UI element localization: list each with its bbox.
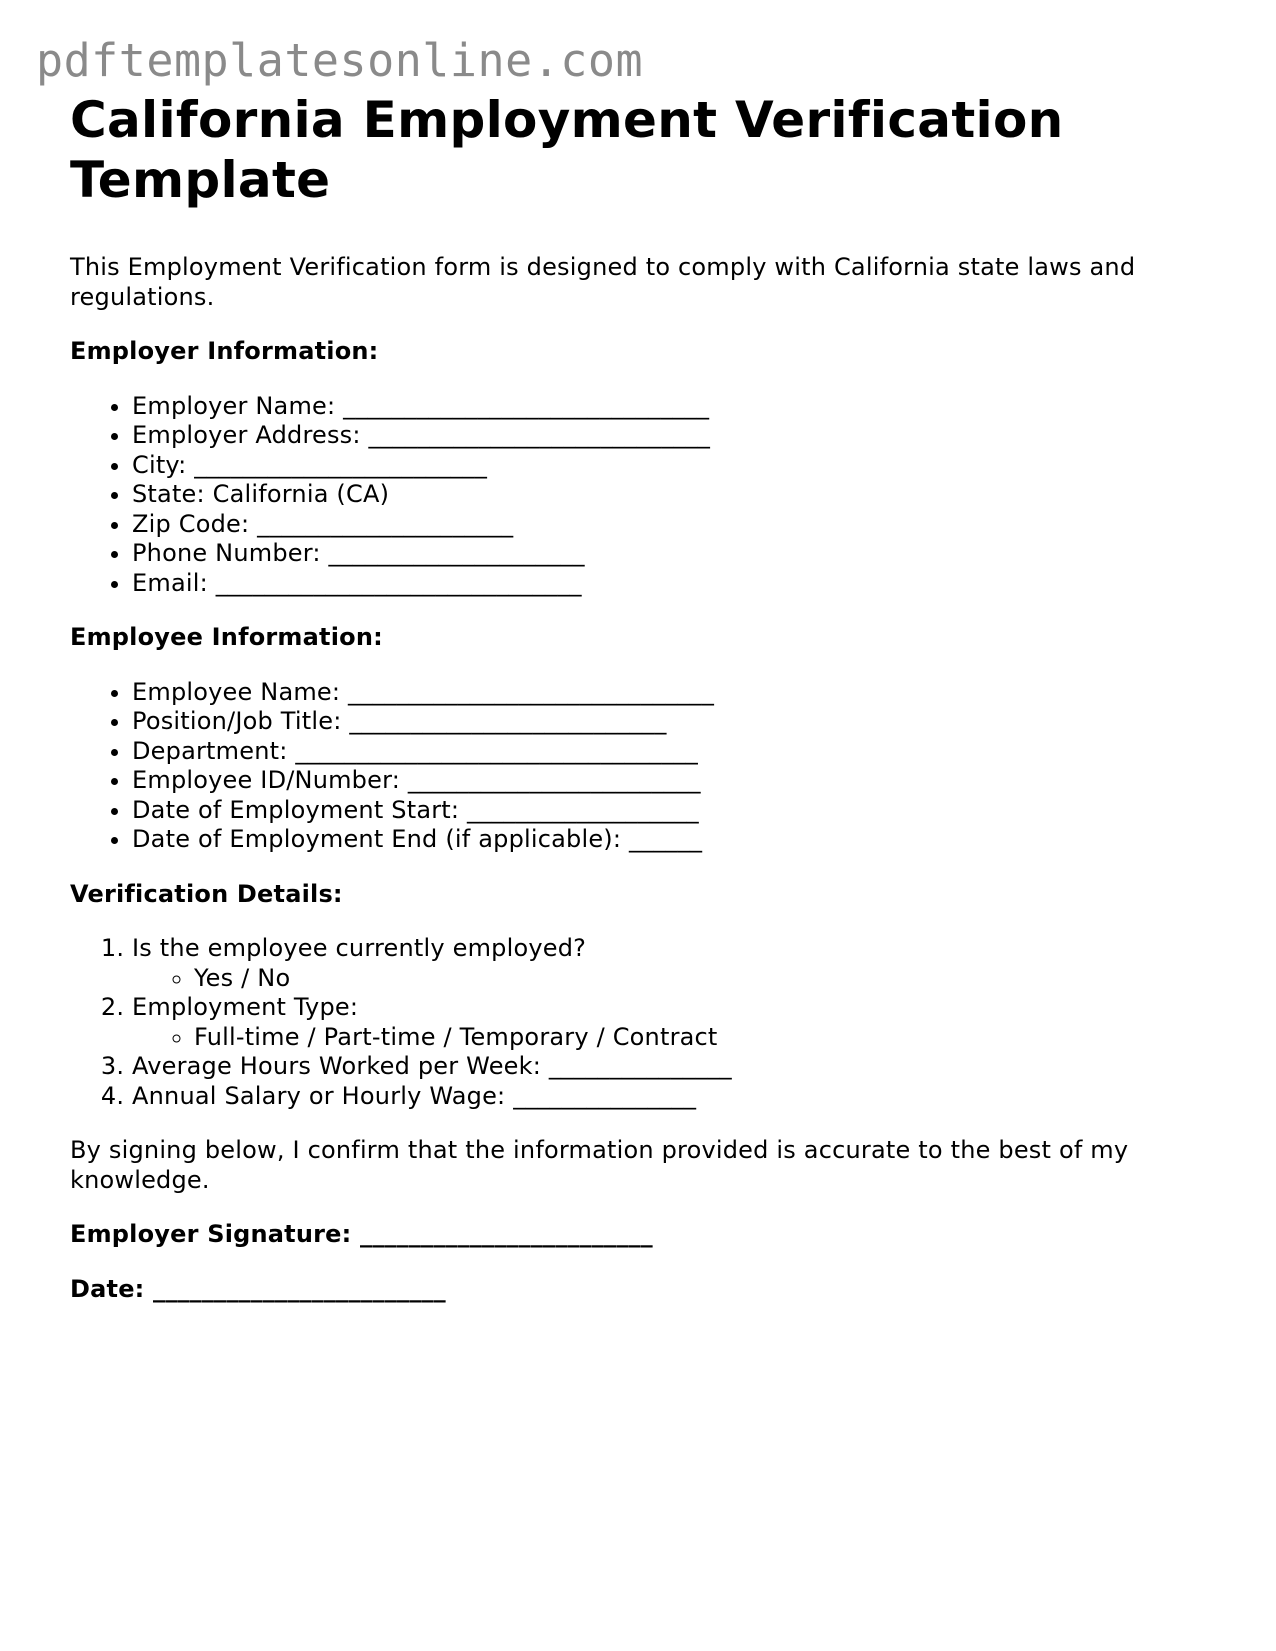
- average-hours-blank[interactable]: _______________: [548, 1052, 732, 1080]
- employee-id-field: [132, 766, 1220, 796]
- question-text: Employment Type:: [132, 993, 359, 1021]
- field-label: State: California (CA): [132, 480, 390, 508]
- employment-end-blank[interactable]: ______: [629, 825, 703, 853]
- confirmation-paragraph: By signing below, I confirm that the information provided is accurate to the best of my knowledge.: [70, 1136, 1129, 1194]
- employer-name-field: [132, 392, 1220, 422]
- phone-number-field: [132, 539, 1220, 569]
- department-field: [132, 737, 1220, 767]
- employee-section-heading: Employee Information:: [70, 623, 383, 651]
- phone-number-blank[interactable]: _____________________: [328, 539, 585, 567]
- currently-employed-question: [132, 934, 1220, 993]
- question-text: Annual Salary or Hourly Wage:: [132, 1081, 506, 1110]
- date-line: [70, 1275, 1220, 1305]
- employer-fields-list: [70, 392, 1220, 599]
- currently-employed-options: [132, 964, 1220, 994]
- employee-name-blank[interactable]: ______________________________: [348, 677, 715, 706]
- salary-wage-field: [132, 1082, 1220, 1112]
- field-label: Phone Number:: [132, 539, 321, 567]
- date-label: Date:: [70, 1274, 145, 1303]
- question-text: Average Hours Worked per Week:: [132, 1052, 542, 1080]
- question-text: Is the employee currently employed?: [132, 934, 587, 962]
- employee-fields-list: [70, 678, 1220, 855]
- employment-type-question: [132, 993, 1220, 1052]
- field-label: City:: [132, 450, 187, 479]
- employment-start-blank[interactable]: ___________________: [467, 795, 699, 824]
- average-hours-field: [132, 1052, 1220, 1082]
- field-label: Zip Code:: [132, 509, 250, 538]
- field-label: Email:: [132, 568, 208, 597]
- job-title-field: [132, 707, 1220, 737]
- field-label: Employee ID/Number:: [132, 766, 401, 794]
- department-blank[interactable]: _________________________________: [295, 736, 698, 765]
- email-field: [132, 569, 1220, 599]
- field-label: Department:: [132, 736, 288, 765]
- field-label: Date of Employment End (if applicable):: [132, 825, 622, 853]
- verification-list: [70, 934, 1220, 1111]
- employment-end-field: [132, 825, 1220, 855]
- field-label: Employer Address:: [132, 421, 361, 449]
- city-field: [132, 451, 1220, 481]
- employer-address-field: [132, 421, 1220, 451]
- verification-section-heading: Verification Details:: [70, 879, 343, 908]
- employer-address-blank[interactable]: ____________________________: [368, 421, 711, 449]
- email-blank[interactable]: ______________________________: [215, 568, 582, 597]
- watermark: pdftemplatesonline.com: [36, 34, 644, 87]
- employee-id-blank[interactable]: ________________________: [407, 766, 701, 794]
- employment-type-options: [132, 1023, 1220, 1053]
- employer-section-heading: Employer Information:: [70, 337, 379, 365]
- document-body: [70, 90, 1220, 1304]
- employment-type-option[interactable]: ◦ Full-time / Part-time / Temporary / Contract: [194, 1023, 1220, 1053]
- employer-name-blank[interactable]: ______________________________: [343, 391, 710, 420]
- city-blank[interactable]: ________________________: [194, 450, 488, 479]
- signature-blank[interactable]: ________________________: [360, 1220, 653, 1248]
- zip-code-field: [132, 510, 1220, 540]
- employer-signature-line: [70, 1220, 1220, 1250]
- field-label: Employee Name:: [132, 677, 341, 706]
- salary-wage-blank[interactable]: _______________: [513, 1081, 697, 1110]
- state-field: [132, 480, 1220, 510]
- signature-label: Employer Signature:: [70, 1220, 352, 1248]
- employment-start-field: [132, 796, 1220, 826]
- field-label: Date of Employment Start:: [132, 795, 460, 824]
- zip-code-blank[interactable]: _____________________: [257, 509, 514, 538]
- field-label: Position/Job Title:: [132, 707, 342, 735]
- yes-no-option[interactable]: ◦ Yes / No: [194, 964, 1220, 994]
- date-blank[interactable]: ________________________: [153, 1274, 446, 1303]
- document-title: California Employment Verification Template: [70, 91, 1064, 209]
- job-title-blank[interactable]: __________________________: [349, 707, 667, 735]
- field-label: Employer Name:: [132, 391, 336, 420]
- employee-name-field: [132, 678, 1220, 708]
- intro-paragraph: This Employment Verification form is designed to comply with California state laws and regulations.: [70, 253, 1136, 311]
